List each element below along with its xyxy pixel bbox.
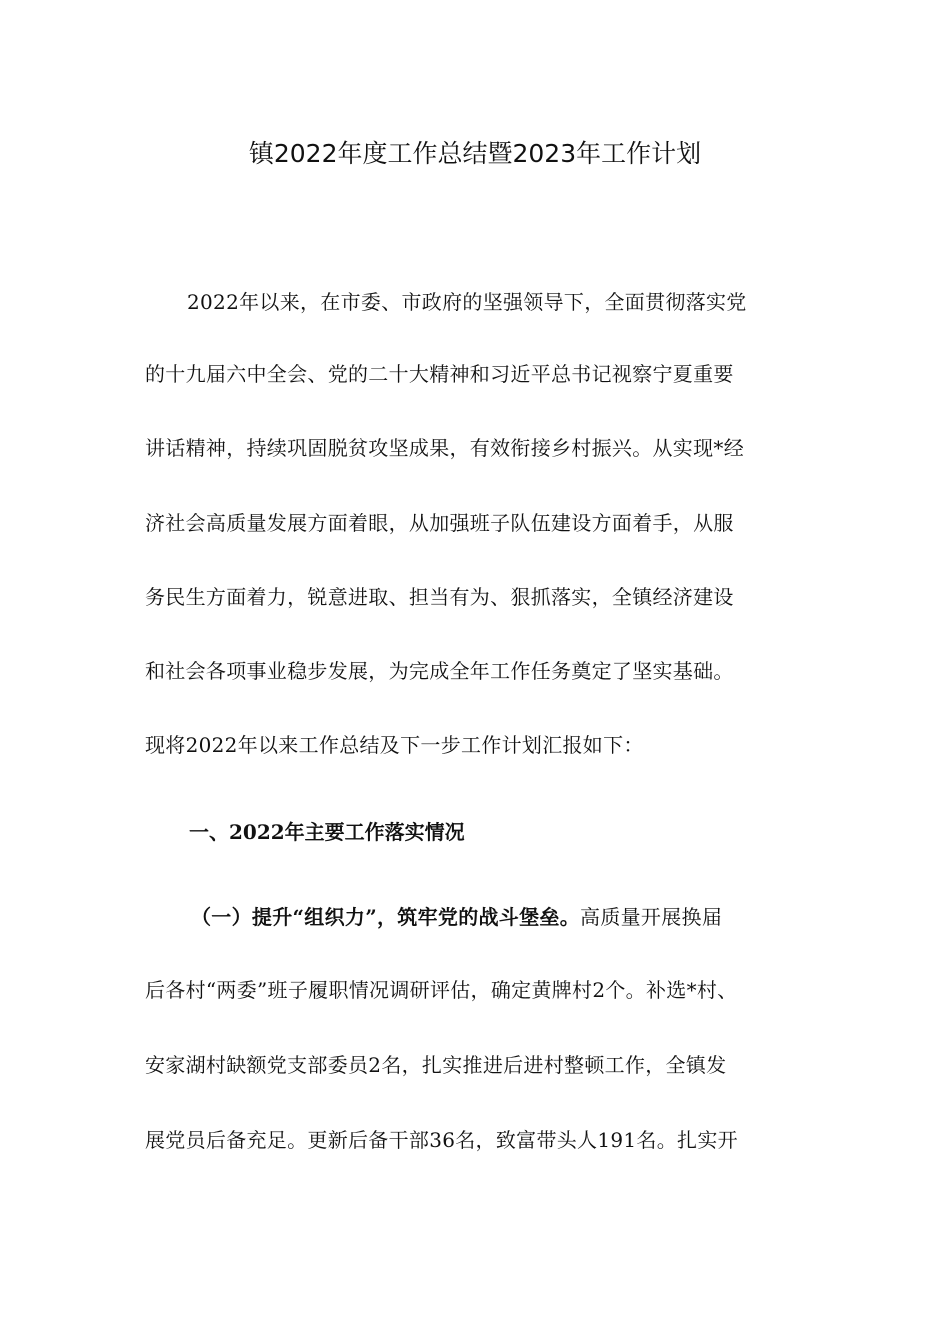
subsection-1-first-line [191, 899, 722, 935]
intro-line-4: 济社会高质量发展方面着眼，从加强班子队伍建设方面着手，从服 [145, 511, 734, 535]
intro-line-2: 的十九届六中全会、党的二十大精神和习近平总书记视察宁夏重要 [145, 362, 734, 386]
section-heading: 一、2022年主要工作落实情况 [189, 820, 465, 844]
subsection-1-line-3: 安家湖村缺额党支部委员2名，扎实推进后进村整顿工作，全镇发 [145, 1053, 727, 1077]
intro-line-3: 讲话精神，持续巩固脱贫攻坚成果，有效衔接乡村振兴。从实现*经 [145, 436, 744, 460]
document-title: 镇2022年度工作总结暨2023年工作计划 [248, 139, 702, 168]
subsection-1-line-2: 后各村“两委”班子履职情况调研评估，确定黄牌村2个。补选*村、 [145, 978, 738, 1002]
subsection-1-text: 高质量开展换届 [580, 905, 723, 929]
intro-line-5: 务民生方面着力，锐意进取、担当有为、狠抓落实，全镇经济建设 [145, 585, 734, 609]
intro-line-6: 和社会各项事业稳步发展，为完成全年工作任务奠定了坚实基础。 [145, 659, 734, 683]
intro-line-7: 现将2022年以来工作总结及下一步工作计划汇报如下： [145, 733, 644, 757]
subsection-1-heading: （一）提升“组织力”，筑牢党的战斗堡垒。 [191, 905, 581, 929]
subsection-1-line-4: 展党员后备充足。更新后备干部36名，致富带头人191名。扎实开 [145, 1128, 738, 1152]
intro-line-1: 2022年以来，在市委、市政府的坚强领导下，全面贯彻落实党 [187, 290, 747, 314]
